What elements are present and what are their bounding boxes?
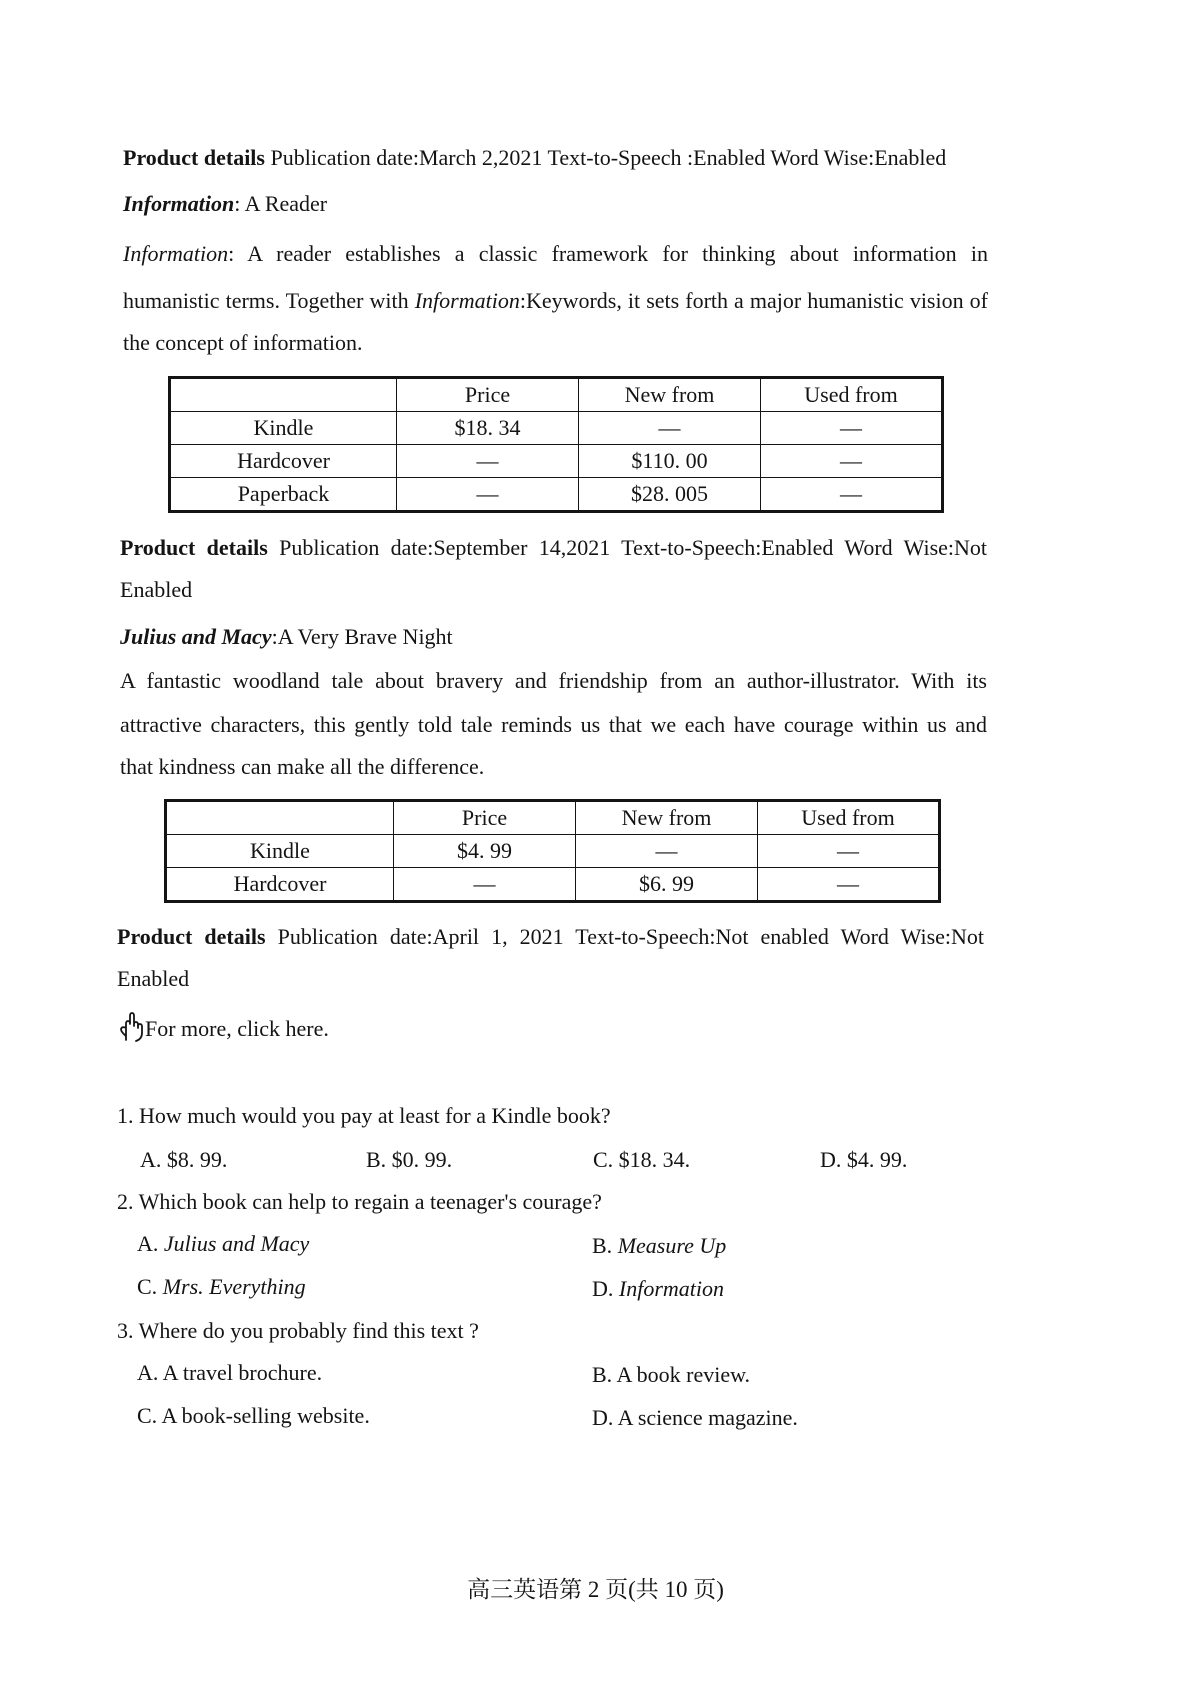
table-header-row: Price New from Used from	[166, 801, 940, 835]
pointing-hand-icon	[117, 1012, 143, 1042]
question-1-option-c[interactable]: C. $18. 34.	[593, 1147, 691, 1172]
product-details-1	[123, 143, 946, 173]
table-header-row: Price New from Used from	[170, 378, 943, 412]
question-2-option-c[interactable]: C. Mrs. Everything	[137, 1274, 306, 1299]
table-row: Hardcover — $6. 99 —	[166, 868, 940, 902]
book-desc-2-line2: attractive characters, this gently told tale reminds us that we each have courage within us and	[120, 712, 987, 737]
book-desc-1-line3: the concept of information.	[123, 330, 363, 355]
table-row: Paperback — $28. 005 —	[170, 478, 943, 512]
book-desc-2-line1: A fantastic woodland tale about bravery and friendship from an author-illustrator. With its	[120, 668, 987, 693]
question-2-option-b[interactable]: B. Measure Up	[592, 1233, 727, 1258]
book-title-1	[123, 189, 327, 219]
details-label: Product details	[120, 535, 268, 560]
question-1-option-d[interactable]: D. $4. 99.	[820, 1147, 908, 1172]
question-3-option-b[interactable]: B. A book review.	[592, 1362, 751, 1387]
book-title-italic: Information	[123, 191, 235, 216]
book-title-2	[120, 622, 453, 652]
book-title-rest: : A Reader	[234, 191, 328, 216]
question-3-stem: 3. Where do you probably find this text ?	[117, 1318, 479, 1343]
product-details-3	[117, 922, 984, 952]
details-label: Product details	[123, 145, 265, 170]
page-footer: 高三英语第 2 页(共 10 页)	[467, 1577, 724, 1602]
details-text: Publication date:September 14,2021 Text-to-Speech:Enabled Word Wise:Not	[279, 535, 988, 560]
more-link-text[interactable]: For more, click here.	[145, 1016, 329, 1041]
product-details-3-cont: Enabled	[117, 966, 190, 991]
table-row: Kindle $18. 34 — —	[170, 412, 943, 445]
question-3-option-d[interactable]: D. A science magazine.	[592, 1405, 798, 1430]
price-table-1	[168, 376, 944, 513]
question-1-option-b[interactable]: B. $0. 99.	[366, 1147, 453, 1172]
question-1-stem: 1. How much would you pay at least for a Kindle book?	[117, 1103, 611, 1128]
book-desc-2-line3: that kindness can make all the difference.	[120, 754, 485, 779]
table-row: Hardcover — $110. 00 —	[170, 445, 943, 478]
question-2-option-a[interactable]: A. Julius and Macy	[137, 1231, 310, 1256]
question-3-option-c[interactable]: C. A book-selling website.	[137, 1403, 370, 1428]
question-2-option-d[interactable]: D. Information	[592, 1276, 725, 1301]
book-desc-1-line2: humanistic terms. Together with Information:Keywords, it sets forth a major humanistic vision of	[123, 288, 988, 313]
book-title-rest: :A Very Brave Night	[271, 624, 453, 649]
price-table-2	[164, 799, 941, 903]
details-label: Product details	[117, 924, 266, 949]
table-row: Kindle $4. 99 — —	[166, 835, 940, 868]
more-link-row[interactable]	[117, 1012, 329, 1044]
details-text: Publication date:March 2,2021 Text-to-Speech :Enabled Word Wise:Enabled	[270, 145, 947, 170]
product-details-2-cont: Enabled	[120, 577, 193, 602]
product-details-2	[120, 533, 987, 563]
question-2-stem: 2. Which book can help to regain a teenager's courage?	[117, 1189, 602, 1214]
question-3-option-a[interactable]: A. A travel brochure.	[137, 1360, 323, 1385]
book-desc-1-line1: Information: A reader establishes a classic framework for thinking about information in	[123, 241, 988, 266]
details-text: Publication date:April 1, 2021 Text-to-Speech:Not enabled Word Wise:Not	[277, 924, 985, 949]
question-1-option-a[interactable]: A. $8. 99.	[140, 1147, 228, 1172]
book-title-bold: Julius and Macy	[120, 624, 272, 649]
